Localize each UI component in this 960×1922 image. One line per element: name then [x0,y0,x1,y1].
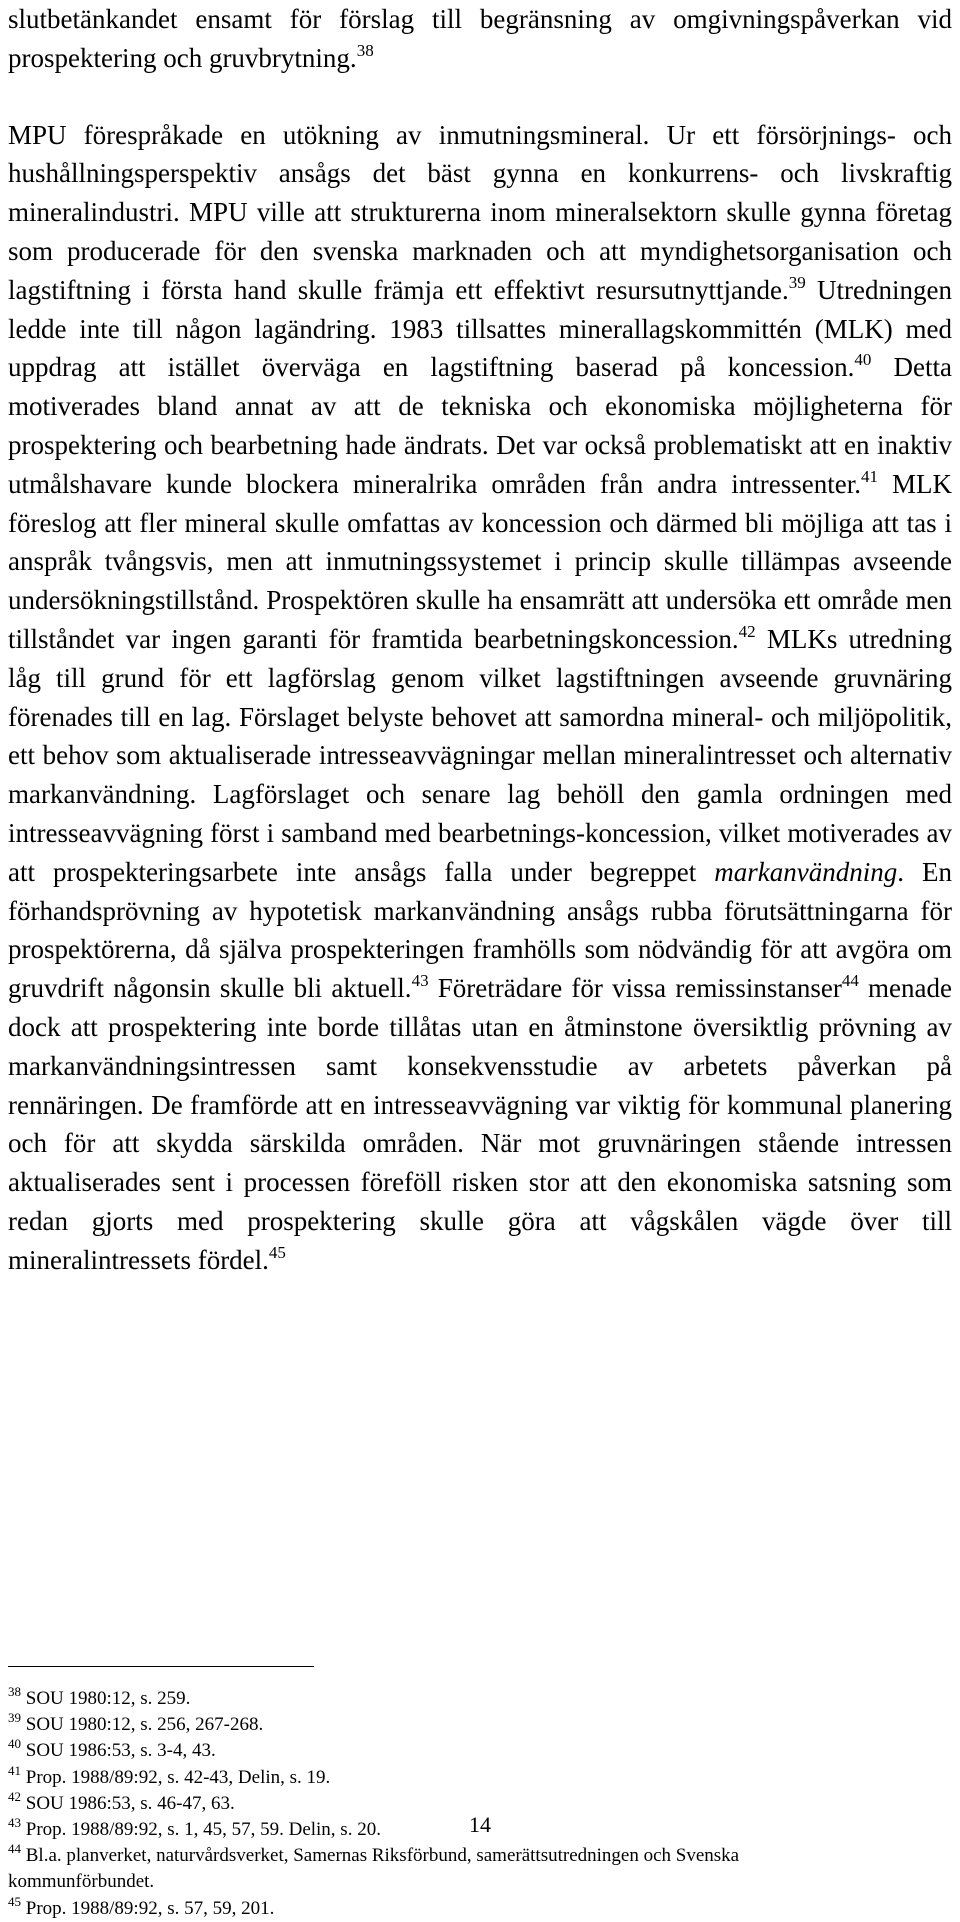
text-run: . En förhandsprövning av hypotetisk markanvändning ansågs rubba förutsättningarna för prospektörerna, då själva prospekteringen framhölls som nödvändig för att avgöra om gruvdrift någonsin skulle bli aktuell. [8,856,952,1004]
footnote-text: Prop. 1988/89:92, s. 42-43, Delin, s. 19. [25,1766,331,1788]
text-run: slutbetänkandet ensamt för förslag till begränsning av omgivningspåverkan vid prospektering och gruvbrytning. [8,4,952,73]
text-run: menade dock att prospektering inte borde tillåtas utan en åtminstone översiktlig prövning av markanvändningsintressen samt konsekvensstudie av arbetets påverkan på rennäringen. De framförde att en intresseavvägning var viktig för kommunal planering och för att skydda särskilda områden. När mot gruvnäringen stående intressen aktualiserades sent i processen föreföll risken stor att den ekonomiska satsning som redan gjorts med prospektering skulle göra att vågskålen vägde över till mineralintressets fördel. [8,973,952,1275]
text-run: Företrädare för vissa remissinstanser [428,973,842,1004]
footnote-number: 38 [8,1684,21,1699]
paragraph-2 [8,116,952,1280]
footnote-number: 39 [8,1710,21,1726]
text-run: MLK föreslog att fler mineral skulle omfattas av koncession och därmed bli möjliga att tas i anspråk tvångsvis, men att inmutningssystemet i princip skulle tillämpas avseende undersökningstillstånd. Prospektören skulle ha ensamrätt att undersöka ett område men tillståndet var ingen garanti för framtida bearbetningskoncession. [8,468,953,654]
footnote [8,1893,768,1922]
italic-term: markanvändning [714,856,898,887]
footnote-number: 42 [8,1788,21,1804]
footnote-ref: 43 [411,971,429,991]
page-number: 14 [469,1812,491,1837]
paragraph-1 [8,0,952,78]
footnote [8,1843,768,1895]
text-run: Utredningen ledde inte till någon lagändring. 1983 tillsattes minerallagskommittén (MLK) med uppdrag att istället överväga en lagstiftning baserad på koncession. [8,274,952,383]
footnote [8,1686,768,1712]
footnote-text: Prop. 1988/89:92, s. 57, 59, 201. [25,1897,275,1919]
footnote-number: 45 [8,1893,21,1909]
body-text [8,0,952,1280]
footnote-ref: 39 [788,272,806,292]
text-run: MPU förespråkade en utökning av inmutningsmineral. Ur ett försörjnings- och hushållningsperspektiv ansågs det bäst gynna en konkurrens- och livskraftig mineralindustri. MPU ville att strukturerna inom mineralsektorn skulle gynna företag som producerade för den svenska marknaden och att myndighetsorganisation och lagstiftning i första hand skulle främja ett effektivt resursutnyttjande. [8,119,952,305]
footnote-text: Bl.a. planverket, naturvårdsverket, Samernas Riksförbund, samerättsutredningen och Svenska kommunförbundet. [8,1845,740,1893]
footnote-ref: 44 [841,971,859,991]
footnote-number: 40 [8,1736,21,1752]
footnote [8,1738,768,1764]
footnotes [8,1686,768,1922]
text-run: Detta motiverades bland annat av att de tekniska och ekonomiska möjligheterna för prospektering och bearbetning hade ändrats. Det var också problematiskt att en inaktiv utmålshavare kunde blockera mineralrika områden från andra intressenter. [8,352,952,499]
footnote-number: 41 [8,1762,21,1778]
footnote-ref: 41 [861,466,878,486]
footnote-ref: 38 [356,40,374,60]
footnote-ref: 42 [738,621,756,641]
footnote-text: SOU 1980:12, s. 259. [25,1688,191,1709]
footnote-ref: 40 [854,350,872,370]
footnote-text: Prop. 1988/89:92, s. 1, 45, 57, 59. Delin, s. 20. [25,1819,381,1841]
footnote-separator [8,1666,314,1667]
document-page [8,0,953,1919]
footnote-number: 44 [8,1841,21,1857]
footnote [8,1762,768,1791]
footnote-text: SOU 1986:53, s. 46-47, 63. [25,1792,235,1814]
footnote-ref: 45 [268,1242,286,1262]
footnote-text: SOU 1980:12, s. 256, 267-268. [25,1714,264,1736]
footnote-text: SOU 1986:53, s. 3-4, 43. [25,1740,216,1762]
footnote [8,1712,768,1738]
footnote-number: 43 [8,1815,21,1831]
text-run: MLKs utredning låg till grund för ett lagförslag genom vilket lagstiftningen avseende gruvnäring förenades till en lag. Förslaget belyste behovet att samordna mineral- och miljöpolitik, ett behov som aktualiserade intresseavvägningar mellan mineralintresset och alternativ markanvändning. Lagförslaget och senare lag behöll den gamla ordningen med intresseavvägning först i samband med bearbetnings-koncession, vilket motiverades av att prospekteringsarbete inte ansågs falla under begreppet [8,623,953,887]
